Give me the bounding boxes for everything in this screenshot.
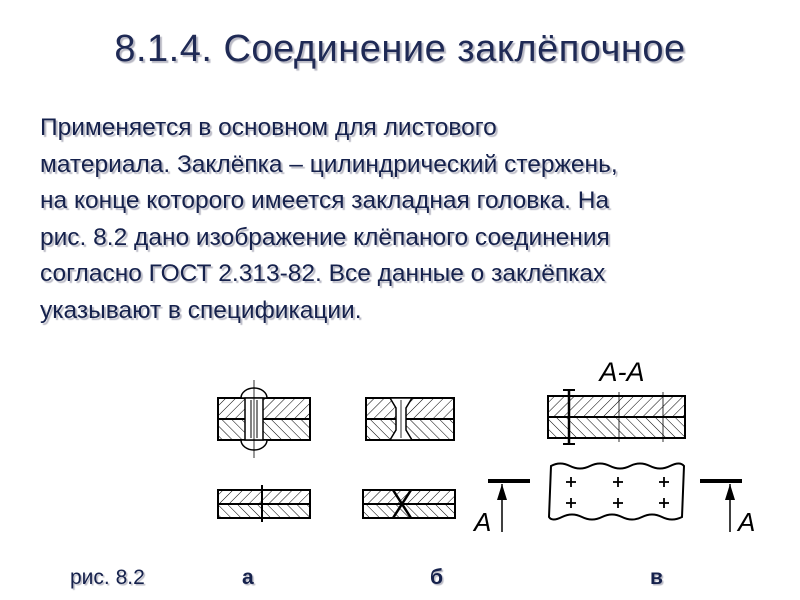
body-line: указывают в спецификации.	[40, 296, 362, 324]
arrow-label-left: А	[474, 507, 492, 537]
figure-label-v: в	[650, 566, 663, 589]
section-label: А-А	[599, 357, 645, 387]
figure-caption: рис. 8.2	[70, 566, 145, 589]
body-line: материала. Заклёпка – цилиндрический стержень,	[40, 150, 618, 178]
body-line: на конце которого имеется закладная головка. На	[40, 187, 610, 214]
rivet-joint-drawing	[0, 345, 800, 560]
body-line: согласно ГОСТ 2.313-82. Все данные о заклёпках	[40, 260, 606, 287]
rivet-v-plan	[549, 464, 684, 520]
rivet-v-section	[548, 357, 685, 444]
figure-label-a: а	[242, 566, 254, 589]
body-line: Применяется в основном для листового	[40, 114, 497, 141]
section-arrow-right	[700, 481, 755, 537]
rivet-a-section	[218, 380, 310, 458]
body-line: рис. 8.2 дано изображение клёпаного соединения	[40, 223, 610, 251]
slide-body-text	[40, 110, 780, 329]
slide-title: 8.1.4. Соединение заклёпочное	[114, 28, 686, 70]
section-arrow-left	[472, 481, 530, 537]
rivet-a-simplified	[218, 485, 310, 522]
rivet-b-simplified	[363, 490, 455, 518]
rivet-b-section	[366, 398, 454, 440]
arrow-label-right: А	[738, 507, 756, 537]
figure-label-b: б	[430, 566, 443, 589]
